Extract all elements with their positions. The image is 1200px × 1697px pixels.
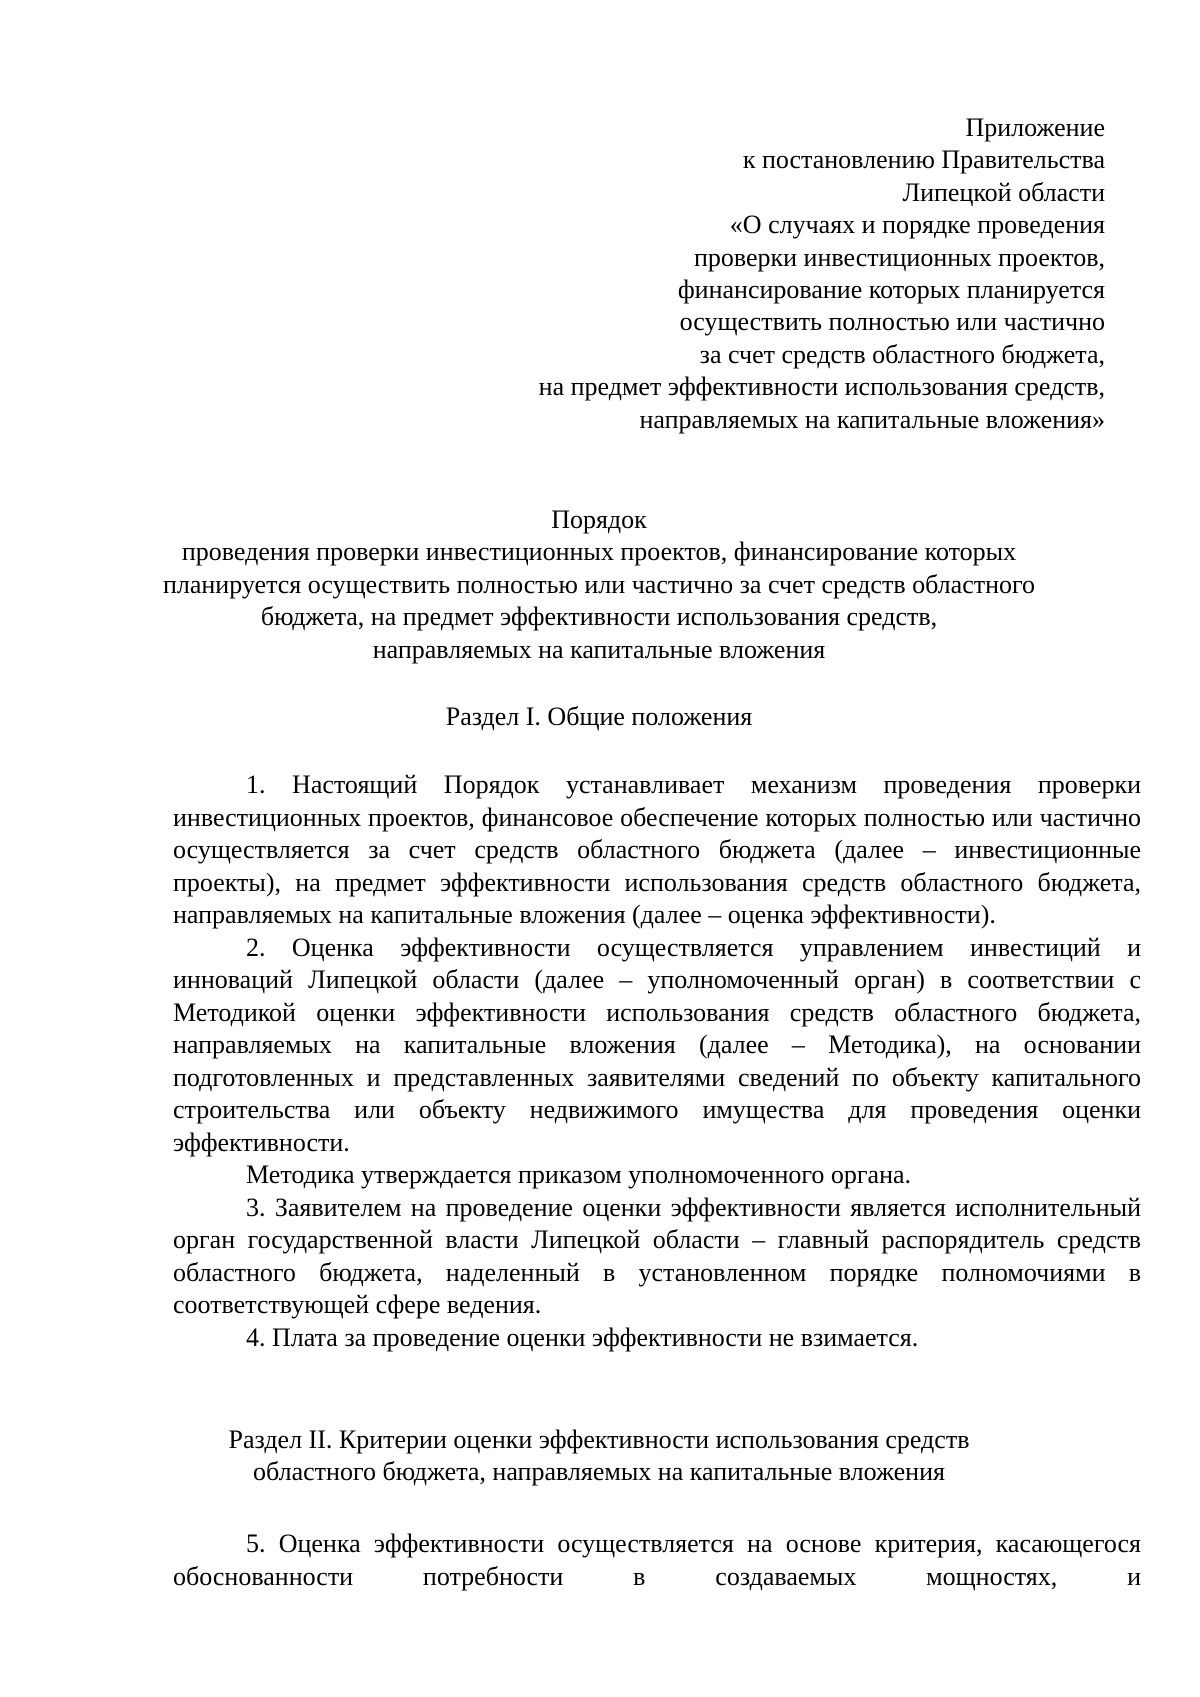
appendix-line: «О случаях и порядке проведения: [729, 210, 1105, 240]
section-1-heading: [140, 701, 1058, 733]
paragraph: 4. Плата за проведение оценки эффективности не взимается.: [246, 1322, 919, 1352]
appendix-line: проверки инвестиционных проектов,: [693, 242, 1105, 272]
section-heading-line: Раздел I. Общие положения: [445, 702, 753, 731]
section-heading-line: областного бюджета, направляемых на капитальные вложения: [253, 1457, 945, 1487]
section-heading-line: Раздел II. Критерии оценки эффективности использования средств: [228, 1425, 970, 1454]
appendix-line: направляемых на капитальные вложения»: [639, 404, 1105, 434]
appendix-header: [405, 112, 1105, 436]
title-line: бюджета, на предмет эффективности использования средств,: [260, 602, 938, 632]
paragraph: Методика утверждается приказом уполномоченного органа.: [246, 1160, 912, 1189]
appendix-line: к постановлению Правительства: [742, 145, 1105, 175]
section-2-body: [173, 1528, 1141, 1593]
appendix-line: осуществить полностью или частично: [679, 307, 1105, 337]
title-line: направляемых на капитальные вложения: [372, 634, 826, 664]
paragraph: 1. Настоящий Порядок устанавливает механизм проведения проверки инвестиционных проектов, финансовое обеспечение которых полностью или частично осуществляется за счет средств областного бюджета (далее – инвестиционные проекты), на предмет эффективности использования средств областного бюджета, направляемых на капитальные вложения (далее – оценка эффективности).: [173, 770, 1141, 929]
title-line: планируется осуществить полностью или частично за счет средств областного: [162, 569, 1036, 599]
title-line: Порядок: [551, 505, 647, 534]
paragraph: 2. Оценка эффективности осуществляется управлением инвестиций и инноваций Липецкой области (далее – уполномоченный орган) в соответствии с Методикой оценки эффективности использования средств областного бюджета, направляемых на капитальные вложения (далее – Методика), на основании подготовленных и представленных заявителями сведений по объекту капитального строительства или объекту недвижимого имущества для проведения оценки эффективности.: [173, 932, 1141, 1157]
appendix-line: на предмет эффективности использования средств,: [538, 372, 1105, 402]
appendix-line: финансирование которых планируется: [677, 275, 1105, 305]
section-1-body: [173, 769, 1141, 1354]
paragraph: 3. Заявителем на проведение оценки эффективности является исполнительный орган государственной власти Липецкой области – главный распорядитель средств областного бюджета, наделенный в установленном порядке полномочиями в соответствующей сфере ведения.: [173, 1192, 1141, 1319]
appendix-line: Липецкой области: [902, 177, 1105, 207]
appendix-line: Приложение: [965, 113, 1105, 142]
title-line: проведения проверки инвестиционных проектов, финансирование которых: [181, 537, 1017, 567]
section-2-heading: [140, 1424, 1058, 1489]
document-title: [140, 504, 1058, 666]
paragraph: 5. Оценка эффективности осуществляется на основе критерия, касающегося обоснованности потребности в создаваемых мощностях, и: [173, 1529, 1141, 1591]
appendix-line: за счет средств областного бюджета,: [699, 339, 1105, 369]
